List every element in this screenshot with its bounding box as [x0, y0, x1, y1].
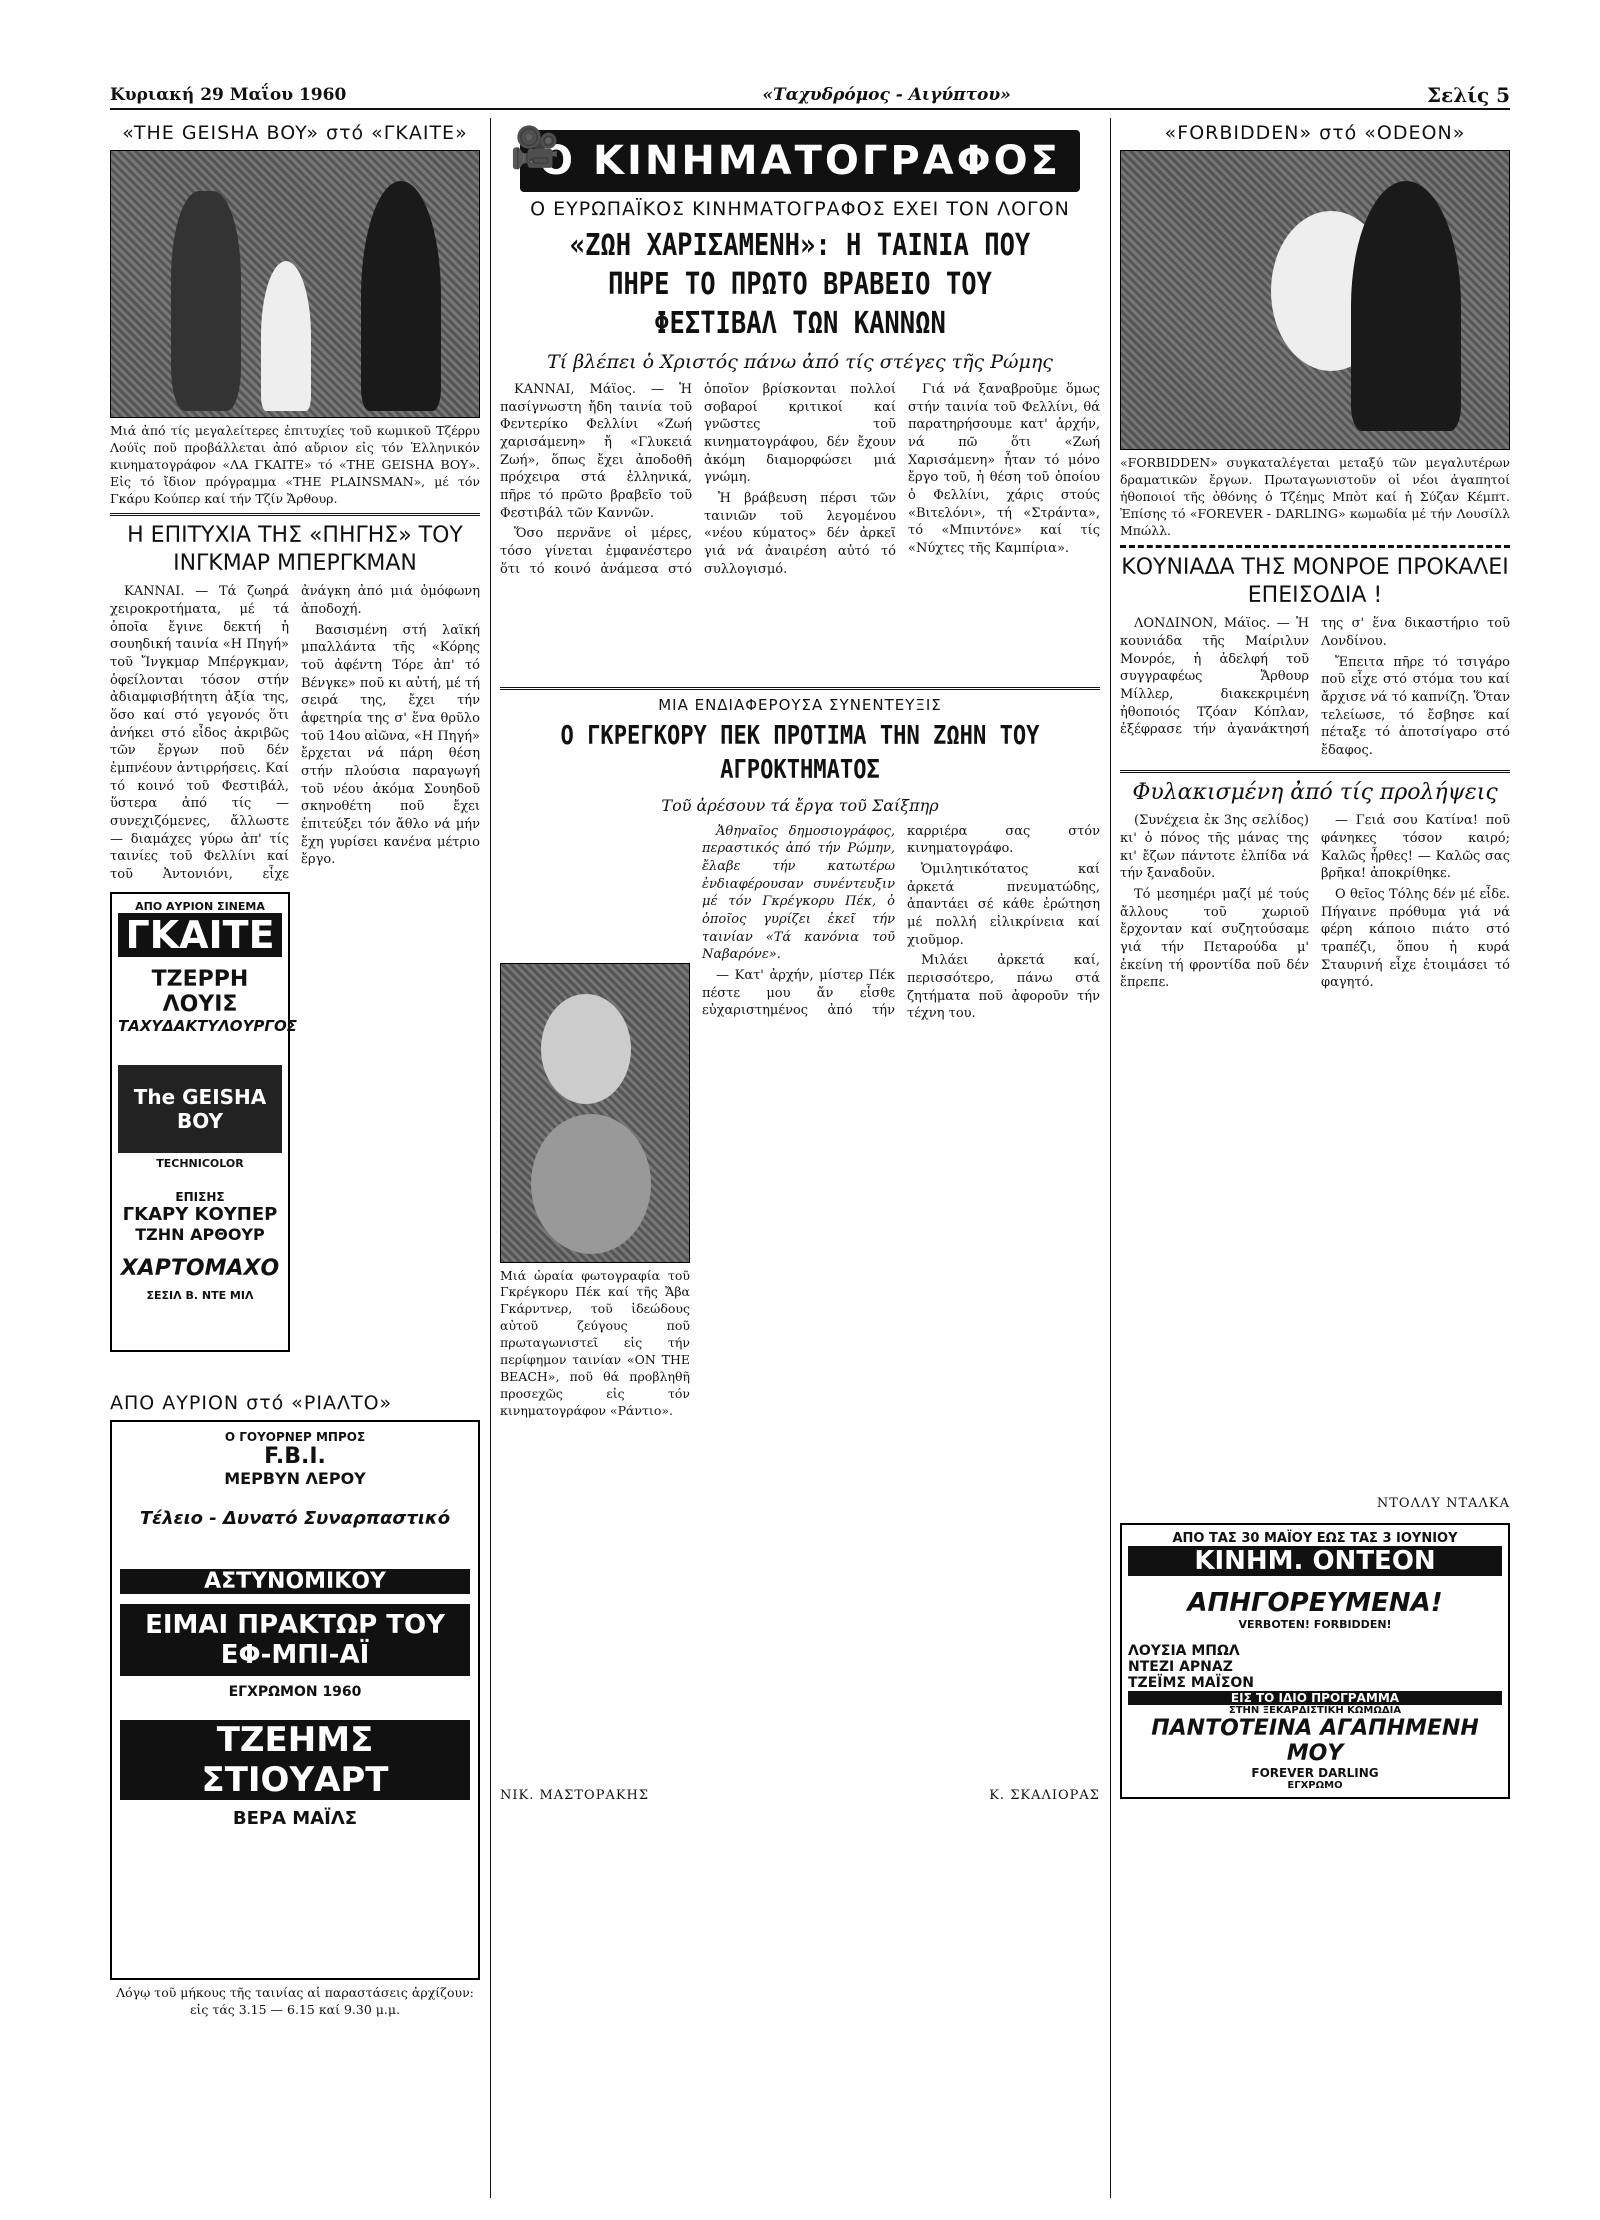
paragraph: Ἔπειτα πῆρε τό τσιγάρο ποῦ εἶχε στό στόμα του καί ἄρχισε νά τό καπνίζη. Ὅταν τελείωσε, τό ἔσβησε καί πέταξε τό ἀποτσίγαρο στό ἔδαφος.	[1321, 654, 1510, 759]
peck-caption: Μιά ὡραία φωτογραφία τοῦ Γκρέγκορυ Πέκ καί τῆς Ἄβα Γκάρντνερ, τοῦ ἰδεώδους αὐτοῦ ζεύγους ποῦ πρωταγωνιστεῖ εἰς τήν περίφημον ταινίαν «ON THE BEACH», ποῦ θά προβληθῆ προσεχῶς εἰς τόν κινηματογράφον «Ράντιο».	[500, 1267, 690, 1418]
ad-line: Ο ΓΟΥΟΡΝΕΡ ΜΠΡΟΣ	[224, 1429, 366, 1444]
forbidden-photo	[1120, 150, 1510, 450]
ad-line: ΕΙΣ ΤΟ ΙΔΙΟ ΠΡΟΓΡΑΜΜΑ	[1128, 1691, 1502, 1705]
rialto-showtimes: Λόγῳ τοῦ μήκους τῆς ταινίας αἱ παραστάσεις ἀρχίζουν: εἰς τάς 3.15 — 6.15 καί 9.30 μ.μ.	[116, 1984, 474, 2017]
ad-cinema-name: ΚΙΝΗΜ. ΟΝΤΕΟΝ	[1128, 1546, 1502, 1576]
interview-subheadline: Τοῦ ἀρέσουν τά ἔργα τοῦ Σαίξπηρ	[661, 795, 939, 815]
ad-line: ΑΠΟ ΤΑΣ 30 ΜΑΪΟΥ ΕΩΣ ΤΑΣ 3 ΙΟΥΝΙΟΥ	[1172, 1531, 1458, 1547]
ad-line: ΑΣΤΥΝΟΜΙΚΟΥ	[120, 1569, 470, 1594]
main-subheadline: Τί βλέπει ὁ Χριστός πάνω ἀπό τίς στέγες τῆς Ρώμης	[547, 351, 1053, 373]
paragraph: Ὁμιλητικότατος καί ἀρκετά πνευματώδης, ἀπαντάει σέ κάθε ἐρώτηση μέ πολλή εἰλικρίνεια καί χιοῦμορ.	[907, 861, 1100, 948]
ad-line: ΜΕΡΒΥΝ ΛΕΡΟΥ	[224, 1468, 366, 1488]
ad-line: ΛΟΥΣΙΑ ΜΠΩΛ	[1128, 1643, 1240, 1660]
dolce-vita-article	[500, 381, 1100, 681]
peck-gardner-photo	[500, 963, 690, 1263]
ad-line: ΤΖΕΗΜΣ ΣΤΙΟΥΑΡΤ	[120, 1720, 470, 1800]
ad-line: F.B.I.	[264, 1443, 326, 1469]
ad-line: ΕΙΜΑΙ ΠΡΑΚΤΩΡ ΤΟΥ ΕΦ-ΜΠΙ-ΑΪ	[120, 1604, 470, 1676]
divider	[1120, 545, 1510, 548]
geisha-heading: «THE GEISHA BOY» στό «ΓΚΑΙΤΕ»	[122, 122, 468, 144]
paragraph: ΚΑΝΝΑΙ. — Τά ζωηρά χειροκροτήματα, μέ τά ὁποῖα ἔγινε δεκτή ἡ σουηδική ταινία «Η Πηγή» τοῦ Ἴνγκμαρ Μπέργκμαν, ὀφείλονται τόσον στήν ἀδιαμφισβήτητη ἀξία της, ὅσο καί στό γεγονός ὅτι ἀνήκει στό εἶδος ἀκριβῶς τῶν ἔργων ποῦ δέν ἐμπνέουν ἀντιρρήσεις. Καί τό κοινό τοῦ Φεστιβάλ, ὕστερα ἀπό τίς — συνεχιζόμενες, ἄλλωστε — διαμάχες γύρω ἀπ' τίς ταινίες τοῦ Φελλίνι καί τοῦ Ἀντονιόνι, εἶχε ἀνάγκη ἀπό μιά ὁμόφωνη ἀποδοχή.	[110, 584, 480, 883]
success-article	[110, 583, 480, 883]
ad-line: ΕΠΙΣΗΣ	[175, 1189, 225, 1204]
center-column	[500, 118, 1100, 1803]
divider	[1120, 770, 1510, 773]
ad-line: ΝΤΕΖΙ ΑΡΝΑΖ	[1128, 1659, 1233, 1676]
rialto-heading: ΑΠΟ ΑΥΡΙΟΝ στό «ΡΙΑΛΤΟ»	[110, 1391, 393, 1414]
rialto-cinema-ad	[110, 1420, 480, 1980]
byline-mastorakis: ΝΙΚ. ΜΑΣΤΟΡΑΚΗΣ	[500, 1788, 650, 1804]
divider	[500, 687, 1100, 690]
forbidden-heading: «FORBIDDEN» στό «ODEON»	[1164, 122, 1466, 144]
paragraph: Τό μεσημέρι μαζί μέ τούς ἄλλους τοῦ χωριοῦ ἔρχονταν καί συζητούσαμε γιά τήν Πεταρούδα μ' ἐκείνη τή φροντίδα ποῦ δέν ἔπρεπε.	[1120, 886, 1309, 991]
ad-line: VERBOTEN! FORBIDDEN!	[1238, 1618, 1392, 1632]
forbidden-caption: «FORBIDDEN» συγκαταλέγεται μεταξύ τῶν μεγαλυτέρων δραματικῶν ἔργων. Πρωταγωνιστοῦν οἱ νέοι ἀγαπητοί ἠθοποιοί τῆς ὀθόνης ὁ Τζέημς Μπὸτ καί ἡ Σύζαν Κέμπτ. Ἐπίσης τό «FOREVER - DARLING» κωμωδία μέ τήν Λουσίλλ Μπώλλ.	[1120, 455, 1510, 538]
interview-headline: Ο ΓΚΡΕΓΚΟΡΥ ΠΕΚ ΠΡΟΤΙΜΑ ΤΗΝ ΖΩΗΝ ΤΟΥ ΑΓΡΟΚΤΗΜΑΤΟΣ	[560, 721, 1040, 785]
ad-line: ΕΓΧΡΩΜΟΝ 1960	[228, 1683, 362, 1700]
geisha-caption: Μιά ἀπό τίς μεγαλείτερες ἐπιτυχίες τοῦ κωμικοῦ Τζέρρυ Λούϊς ποῦ προβάλλεται ἀπό αὔριον εἰς τόν Ἑλληνικόν κινηματογράφον «ΛΑ ΓΚΑΙΤΕ» τό «THE GEISHA BOY». Εἰς τό ἴδιον πρόγραμμα «THE PLAINSMAN», μέ τόν Γκάρυ Κούπερ καί τήν Τζίν Ἄρθουρ.	[110, 423, 480, 506]
ad-line: ΑΠΗΓΟΡΕΥΜΕΝΑ!	[1187, 1588, 1443, 1619]
divider	[110, 513, 480, 516]
prison-byline: ΝΤΟΛΛΥ ΝΤΑΛΚΑ	[1376, 1496, 1510, 1512]
interview-kicker: ΜΙΑ ΕΝΔΙΑΦΕΡΟΥΣΑ ΣΥΝΕΝΤΕΥΞΙΣ	[658, 696, 942, 714]
paragraph: ΛΟΝΔΙΝΟΝ, Μάϊος. — Ἡ κουνιάδα τῆς Μαίριλυν Μονρόε, ἡ ἀδελφή τοῦ συγγραφέως Ἄρθουρ Μίλλερ, διακεκριμένη ἠθοποιός Τζόαν Κόπλαν, ἐξέφρασε τήν ἀγανάκτησή της σ' ἕνα δικαστήριο τοῦ Λονδίνου.	[1120, 616, 1510, 738]
ad-line: ΑΠΟ ΑΥΡΙΟΝ ΣΙΝΕΜΑ	[135, 899, 265, 913]
section-banner: Ο ΚΙΝΗΜΑΤΟΓΡΑΦΟΣ	[520, 130, 1080, 192]
paragraph: Ο θεῖος Τόλης δέν μέ εἶδε. Πήγαινε πρόθυμα γιά νά φέρη κάποιο πιάτο στό τραπέζι, ὅπου ἡ κυρά Σταυρινή εἶχε ἑτοιμάσει τό φαγητό.	[1321, 886, 1510, 991]
issue-date: Κυριακή 29 Μαΐου 1960	[110, 85, 347, 105]
right-column	[1120, 118, 1510, 1799]
paragraph: — Κατ' ἀρχήν, μίστερ Πέκ πέστε μου ἄν εἶσθε εὐχαριστημένος ἀπό τήν καρριέρα σας στόν κινηματογράφο.	[702, 823, 1100, 1019]
paragraph: Γιά νά ξαναβροῦμε ὅμως στήν ταινία τοῦ Φελλίνι, θά παρατηρήσουμε κατ' ἀρχήν, νά πῶ ὅτι «Ζωή Χαρισάμενη» ἦταν τό μόνο ἔργο τοῦ, ἡ θέση τοῦ ὁποίου ὁ Φελλίνι, χάρις στούς «Βιτελόνι», τή «Στράντα», τό «Μπιντόνε» καί τίς «Νύχτες τῆς Καμπίρια».	[908, 382, 1100, 557]
paragraph: ΚΑΝΝΑΙ, Μάϊος. — Ἡ πασίγνωστη ἤδη ταινία τοῦ Φεντερίκο Φελλίνι «Ζωή χαρισάμενη» ἤ «Γλυκειά Ζωή», ὅπως ἔχει ἀποδοθῆ πρόχειρα στά ἑλληνικά, πῆρε τό πρῶτο βραβεῖο τοῦ Φεστιβάλ τῶν Καννῶν.	[500, 382, 692, 521]
ad-line: ΤΖΕΪΜΣ ΜΑΪΣΟΝ	[1128, 1675, 1254, 1692]
ad-line: ΣΕΣΙΛ Β. ΝΤΕ ΜΙΛ	[146, 1288, 254, 1302]
paragraph: Βασισμένη στή λαϊκή μπαλλάντα τῆς «Κόρης τοῦ ἀφέντη Τόρε ἀπ' τό Βένγκε» ποῦ κι αὐτή, μέ τή σειρά της, ἔχει τήν ἀφετηρία της σ' ἕνα θρῦλο τοῦ 14ου αἰῶνα, «Η Πηγή» ἔρχεται νά πάρη θέση στήν πλούσια παραγωγή τοῦ νέου ἀκόμα Σουηδοῦ σκηνοθέτη ποῦ ἔχει ἐπιτεύξει τόν ἄθλο νά μήν ἔχη γυρίσει κανένα μέτριο ἔργο.	[301, 622, 480, 868]
interview-article	[702, 823, 1100, 1425]
ad-line: ΒΕΡΑ ΜΑΪΛΣ	[232, 1807, 358, 1829]
film-camera-icon: 🎥	[510, 125, 560, 171]
ad-line: ΠΑΝΤΟΤΕΙΝΑ ΑΓΑΠΗΜΕΝΗ ΜΟΥ	[1151, 1716, 1479, 1767]
gaite-cinema-ad	[110, 892, 297, 1352]
paragraph: — Γειά σου Κατίνα! ποῦ φάνηκες τόσον καιρό; Καλῶς ἦρθες! — Καλῶς σας βρῆκα! ἀποκρίθηκε.	[1321, 813, 1510, 882]
paragraph: Ἡ βράβευση πέρσι τῶν ταινιῶν τοῦ λεγομένου «νέου κύματος» δέν ἀρκεῖ γιά νά ἀναιρέση αὐτό τό συλλογισμό.	[704, 491, 896, 577]
monroe-article	[1120, 615, 1510, 759]
ad-cinema-name: ΓΚΑΙΤΕ	[118, 913, 282, 957]
ad-line: FOREVER DARLING	[1251, 1766, 1379, 1781]
ad-line: ΣΤΗΝ ΞΕΚΑΡΔΙΣΤΙΚΗ ΚΩΜΩΔΙΑ	[1228, 1705, 1402, 1717]
paragraph: (Συνέχεια ἐκ 3ης σελίδος) κι' ὁ πόνος τῆς μάνας της κι' ἔζων πάντοτε ἐλπίδα νά τήν ξαναδοῦν.	[1120, 813, 1309, 882]
story-kicker: Ο ΕΥΡΩΠΑΪΚΟΣ ΚΙΝΗΜΑΤΟΓΡΑΦΟΣ ΕΧΕΙ ΤΟΝ ΛΟΓΟΝ	[530, 198, 1070, 220]
prison-headline: Φυλακισμένη ἀπό τίς προλήψεις	[1132, 779, 1498, 805]
column-rule	[490, 118, 491, 2198]
odeon-cinema-ad	[1120, 1523, 1510, 1799]
success-headline: Η ΕΠΙΤΥΧΙΑ ΤΗΣ «ΠΗΓΗΣ» ΤΟΥ ΙΝΓΚΜΑΡ ΜΠΕΡΓΚΜΑΝ	[127, 523, 463, 576]
paragraph: Ἀθηναῖος δημοσιογράφος, περαστικός ἀπό τήν Ρώμην, ἔλαβε τήν κατωτέρω ἐνδιαφέρουσαν συνέντευξιν μέ τόν Γκρέγκορυ Πέκ, ὁ ὁποῖος γυρίζει ἐκεῖ τήν ταινίαν «Τά κανόνια τοῦ Ναβαρόνε».	[702, 823, 895, 963]
ad-line: ΤΖΕΡΡΗ ΛΟΥΙΣ	[151, 966, 249, 1017]
left-column	[110, 118, 480, 2024]
peck-photo-block	[500, 823, 690, 1425]
ad-line: ΤΖΗΝ ΑΡΘΟΥΡ	[135, 1224, 265, 1244]
main-headline: «ΖΩΗ ΧΑΡΙΣΑΜΕΝΗ»: Η ΤΑΙΝΙΑ ΠΟΥ ΠΗΡΕ ΤΟ ΠΡΩΤΟ ΒΡΑΒΕΙΟ ΤΟΥ ΦΕΣΤΙΒΑΛ ΤΩΝ ΚΑΝΝΩΝ	[569, 228, 1031, 341]
monroe-headline: ΚΟΥΝΙΑΔΑ ΤΗΣ ΜΟΝΡΟΕ ΠΡΟΚΑΛΕΙ ΕΠΕΙΣΟΔΙΑ !	[1121, 555, 1509, 608]
ad-line: TECHNICOLOR	[156, 1156, 244, 1170]
page-number: Σελίς 5	[1426, 83, 1510, 107]
ad-line: The GEISHA BOY	[118, 1065, 282, 1153]
ad-line: Τέλειο - Δυνατό Συναρπαστικό	[139, 1507, 451, 1529]
ad-line: ΤΑΧΥΔΑΚΤΥΛΟΥΡΓΟΣ	[118, 1016, 297, 1035]
paragraph: Ὅσο περνᾶνε οἱ μέρες, τόσο γίνεται ἐμφανέστερο ὅτι τό κοινό ἀνάμεσα στό ὁποῖον βρίσκονται πολλοί σοβαροί κριτικοί καί γνῶστες τοῦ κινηματογράφου, δέν ἔχουν ἀκόμη διαμορφώσει μιά γνώμη.	[500, 382, 896, 577]
ad-line: ΧΑΡΤΟΜΑΧΟ	[120, 1255, 280, 1281]
paragraph: Μιλάει ἀρκετά καί, περισσότερο, πάνω στά ζητήματα ποῦ ἀφοροῦν τήν τέχνη του.	[907, 953, 1100, 1022]
paper-name: «Ταχυδρόμος - Αιγύπτου»	[762, 85, 1011, 105]
geisha-boy-photo	[110, 150, 480, 418]
ad-line: ΓΚΑΡΥ ΚΟΥΠΕΡ	[122, 1203, 278, 1225]
ad-line: ΕΓΧΡΩΜΟ	[1287, 1780, 1343, 1792]
column-rule	[1110, 118, 1111, 2198]
masthead	[110, 82, 1510, 110]
byline-skalioras: Κ. ΣΚΑΛΙΟΡΑΣ	[989, 1788, 1100, 1804]
prison-article	[1120, 812, 1510, 1492]
